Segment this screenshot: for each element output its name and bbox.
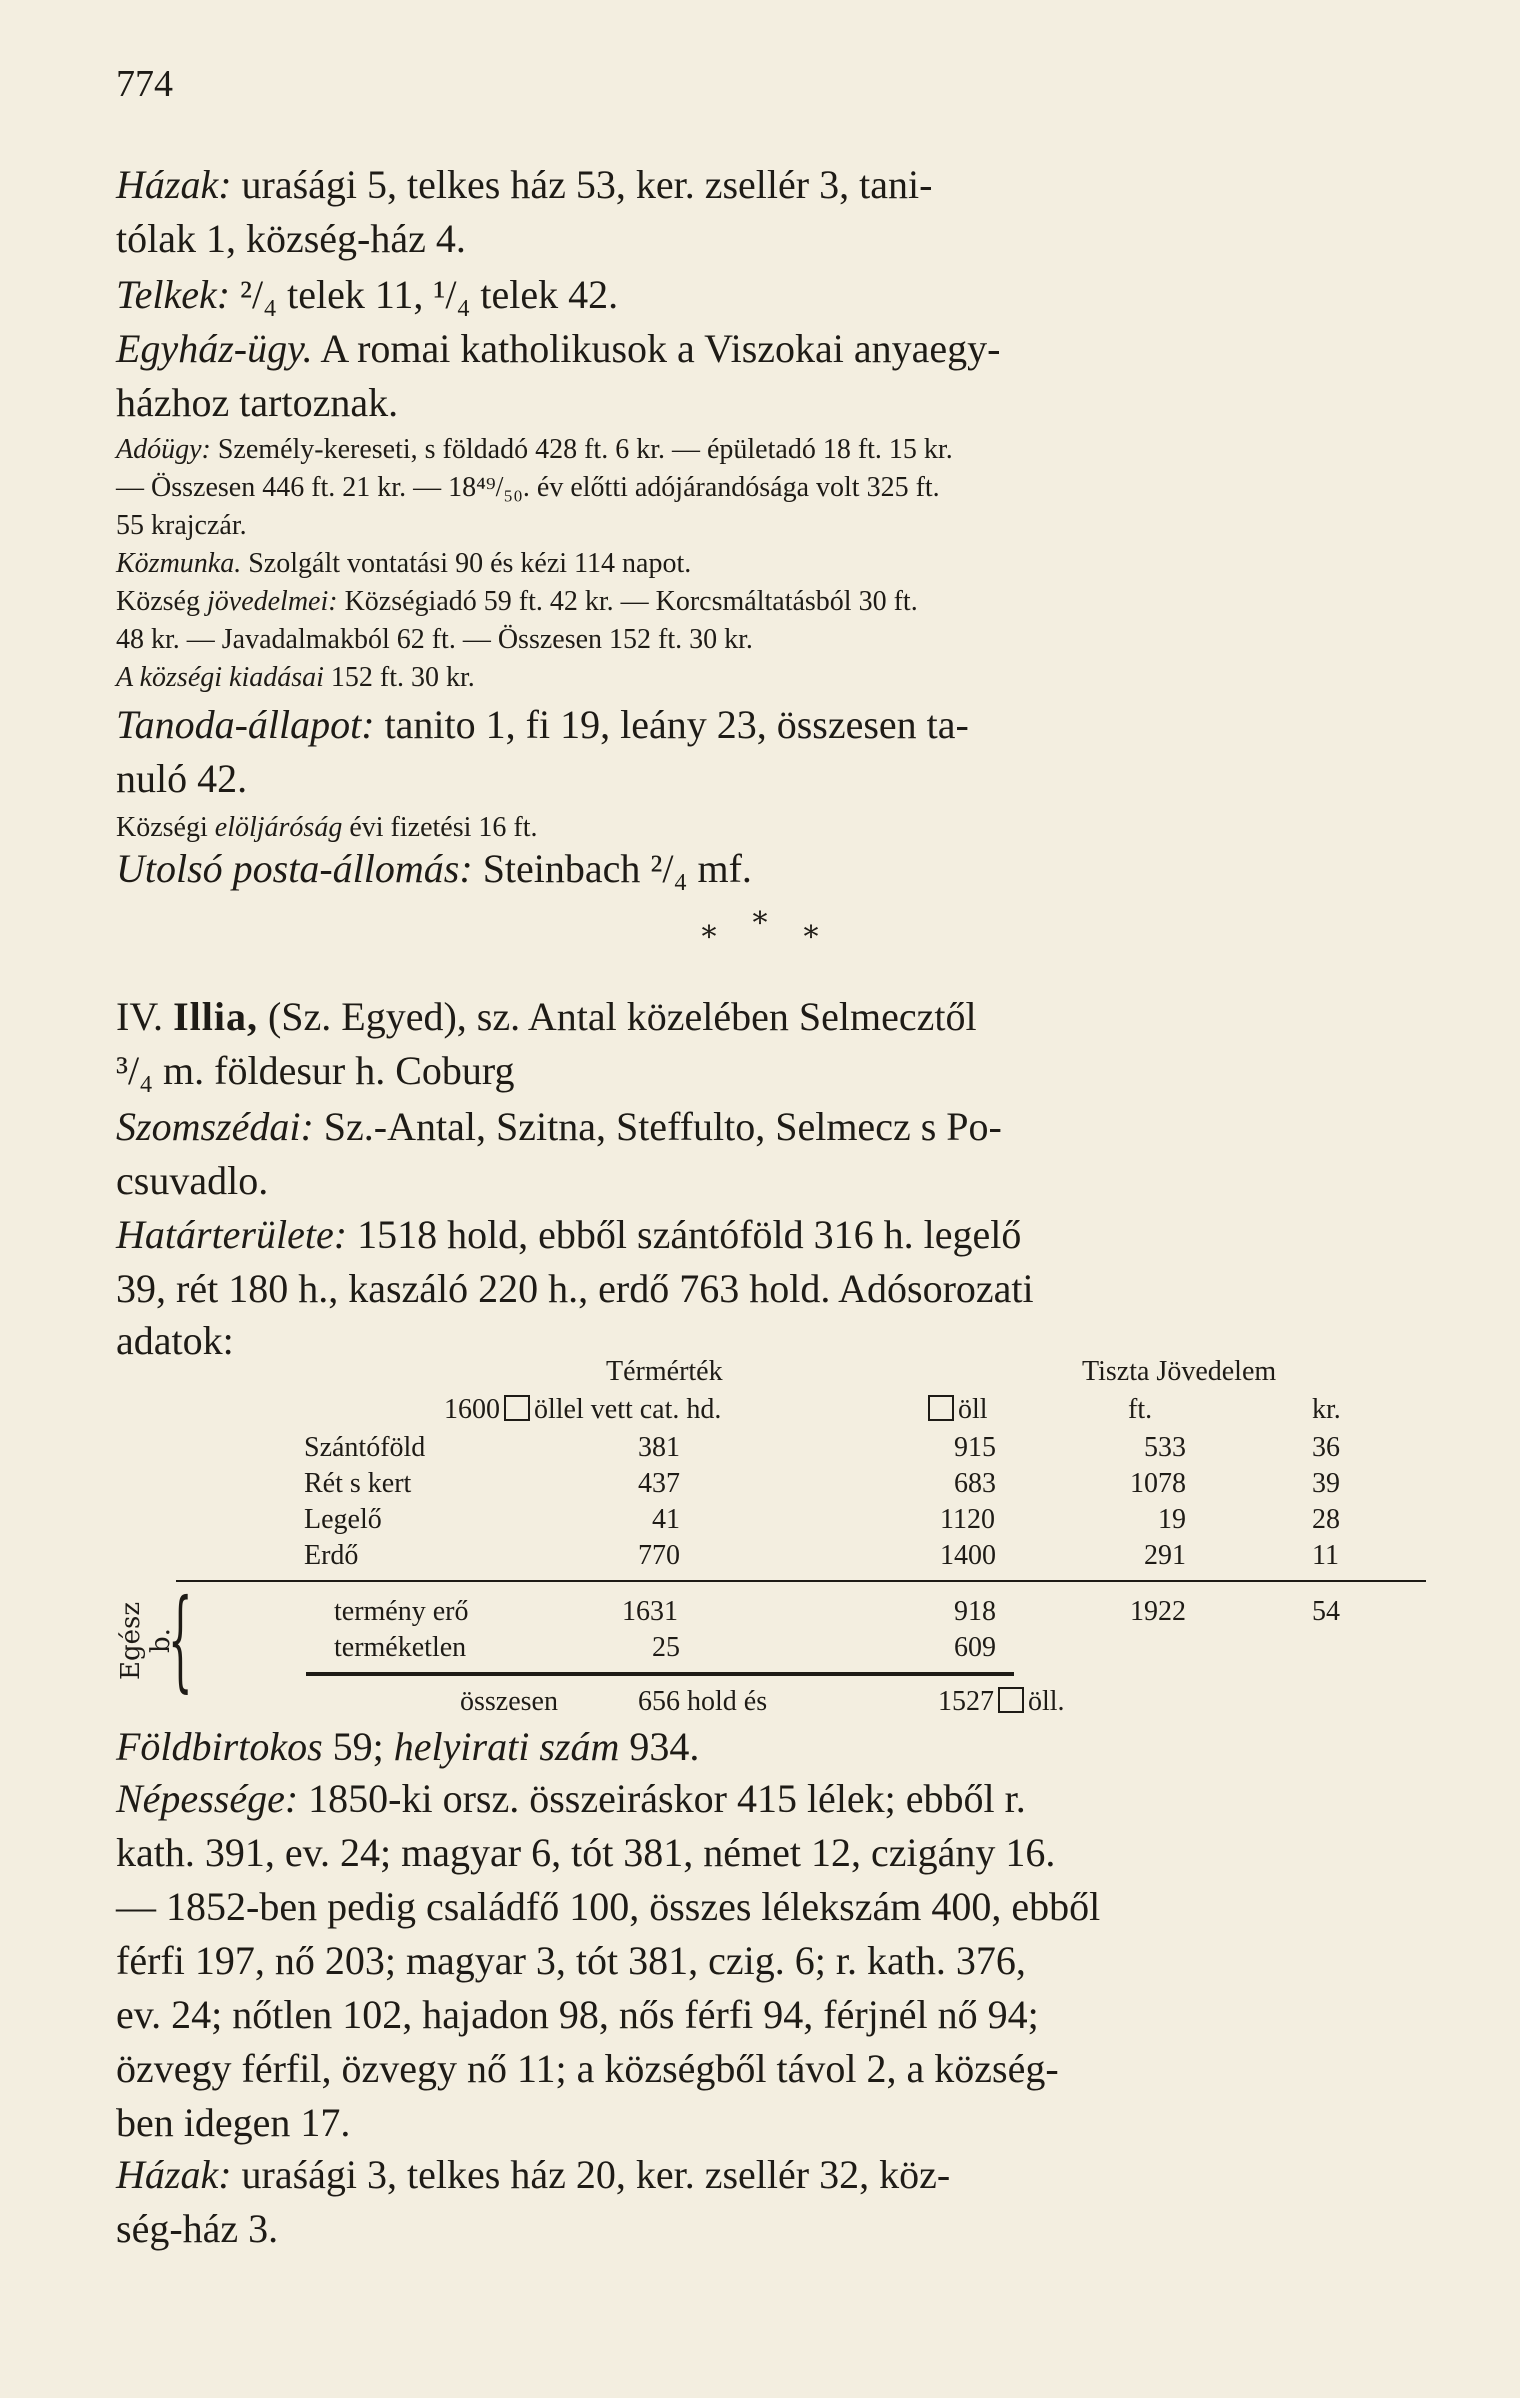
plots-line: Telkek: ²/₄ telek 11, ¹/₄ telek 42. bbox=[116, 272, 619, 317]
school-label: Tanoda-állapot: bbox=[116, 702, 375, 747]
neighbours-label: Szomszédai: bbox=[116, 1104, 314, 1149]
post-line: Utolsó posta-állomás: Steinbach ²/₄ mf. bbox=[116, 846, 752, 891]
neighbours-line-2: csuvadlo. bbox=[116, 1158, 269, 1203]
houses-label: Házak: bbox=[116, 162, 232, 207]
public-work-label: Közmunka. bbox=[116, 548, 242, 579]
church-line: Egyház-ügy. A romai katholikusok a Viszokai anyaegy- bbox=[116, 326, 1001, 371]
population-line-3: — 1852-ben pedig családfő 100, összes lélekszám 400, ebből bbox=[116, 1884, 1101, 1929]
table-header-1: Térmérték Tiszta Jövedelem bbox=[606, 1356, 1277, 1387]
area-line-3: adatok: bbox=[116, 1318, 234, 1363]
expenses-label: A községi kiadásai bbox=[116, 662, 324, 693]
population-line: Népessége: 1850-ki orsz. összeiráskor 415 lélek; ebből r. bbox=[116, 1776, 1026, 1821]
income-line: Község jövedelmei: Községiadó 59 ft. 42 kr. — Korcsmáltatásból 30 ft. bbox=[116, 586, 918, 617]
village-heading: IV. Illia, (Sz. Egyed), sz. Antal közelében Selmecztől bbox=[116, 994, 977, 1039]
school-line-2: nuló 42. bbox=[116, 756, 248, 801]
table-row: Rét s kert 437 683 1078 39 bbox=[304, 1468, 1340, 1499]
table-header-2: 1600 öllel vett cat. hd. öll ft. kr. bbox=[444, 1394, 1341, 1425]
tax-label: Adóügy: bbox=[116, 434, 211, 465]
cadastral-label: helyirati szám bbox=[393, 1724, 620, 1769]
village-heading-2: ³/₄ m. földesur h. Coburg bbox=[116, 1048, 515, 1093]
table-row: Legelő 41 1120 19 28 bbox=[304, 1504, 1340, 1535]
population-line-4: férfi 197, nő 203; magyar 3, tót 381, czig. 6; r. kath. 376, bbox=[116, 1938, 1026, 1983]
square-icon bbox=[928, 1395, 954, 1421]
post-label: Utolsó posta-állomás: bbox=[116, 846, 473, 891]
side-label: Egész b. bbox=[116, 1601, 176, 1681]
tax-line: Adóügy: Személy-kereseti, s földadó 428 ft. 6 kr. — épületadó 18 ft. 15 kr. bbox=[116, 434, 953, 465]
square-icon bbox=[504, 1395, 530, 1421]
area-line: Határterülete: 1518 hold, ebből szántóföld 316 h. legelő bbox=[116, 1212, 1022, 1257]
landowner-line: Földbirtokos 59; helyirati szám 934. bbox=[116, 1724, 700, 1769]
area-label: Határterülete: bbox=[116, 1212, 348, 1257]
public-work-line: Közmunka. Szolgált vontatási 90 és kézi 114 napot. bbox=[116, 548, 692, 579]
tax-line-3: 55 krajczár. bbox=[116, 510, 247, 541]
church-label: Egyház-ügy. bbox=[116, 326, 313, 371]
table-sum-row: terméketlen 25 609 bbox=[334, 1632, 996, 1663]
population-line-5: ev. 24; nőtlen 102, hajadon 98, nős férfi 94, férjnél nő 94; bbox=[116, 1992, 1039, 2037]
table-row: Szántóföld 381 915 533 36 bbox=[304, 1432, 1340, 1463]
population-line-6: özvegy férfil, özvegy nő 11; a községből távol 2, a község- bbox=[116, 2046, 1059, 2091]
houses-line-b: Házak: uraśági 3, telkes ház 20, ker. zsellér 32, köz- bbox=[116, 2152, 951, 2197]
income-line-2: 48 kr. — Javadalmakból 62 ft. — Összesen 152 ft. 30 kr. bbox=[116, 624, 753, 655]
population-label: Népessége: bbox=[116, 1776, 299, 1821]
square-icon bbox=[998, 1687, 1024, 1713]
table-row: Erdő 770 1400 291 11 bbox=[304, 1540, 1339, 1571]
table-total-row: összesen 656 hold és 1527 öll. bbox=[460, 1686, 1065, 1717]
neighbours-line: Szomszédai: Sz.-Antal, Szitna, Steffulto, Selmecz s Po- bbox=[116, 1104, 1002, 1149]
section-separator: * * * bbox=[701, 906, 819, 955]
table-sum-row: termény erő 1631 918 1922 54 bbox=[334, 1596, 1340, 1627]
population-line-7: ben idegen 17. bbox=[116, 2100, 351, 2145]
income-label: jövedelmei: bbox=[206, 586, 338, 617]
tax-line-2: — Összesen 446 ft. 21 kr. — 18⁴⁹/₅₀. év előtti adójárandósága volt 325 ft. bbox=[116, 472, 940, 503]
landowner-label: Földbirtokos bbox=[116, 1724, 323, 1769]
houses-label-b: Házak: bbox=[116, 2152, 232, 2197]
brace-icon: { bbox=[168, 1575, 193, 1703]
houses-line-b-2: ség-ház 3. bbox=[116, 2206, 279, 2251]
village-name: Illia, bbox=[173, 994, 258, 1039]
plots-label: Telkek: bbox=[116, 272, 231, 317]
area-line-2: 39, rét 180 h., kaszáló 220 h., erdő 763 hold. Adósorozati bbox=[116, 1266, 1034, 1311]
officials-line: Községi elöljáróság évi fizetési 16 ft. bbox=[116, 812, 538, 843]
population-line-2: kath. 391, ev. 24; magyar 6, tót 381, német 12, czigány 16. bbox=[116, 1830, 1056, 1875]
houses-line-2: tólak 1, község-ház 4. bbox=[116, 216, 466, 261]
page-number: 774 bbox=[116, 63, 173, 105]
table-sum-rule bbox=[306, 1672, 1014, 1676]
table-rule bbox=[176, 1580, 1426, 1582]
expenses-line: A községi kiadásai 152 ft. 30 kr. bbox=[116, 662, 475, 693]
houses-line: Házak: uraśági 5, telkes ház 53, ker. zsellér 3, tani- bbox=[116, 162, 933, 207]
officials-label: elöljáróság bbox=[214, 812, 343, 843]
church-line-2: házhoz tartoznak. bbox=[116, 380, 399, 425]
school-line: Tanoda-állapot: tanito 1, fi 19, leány 23, összesen ta- bbox=[116, 702, 969, 747]
